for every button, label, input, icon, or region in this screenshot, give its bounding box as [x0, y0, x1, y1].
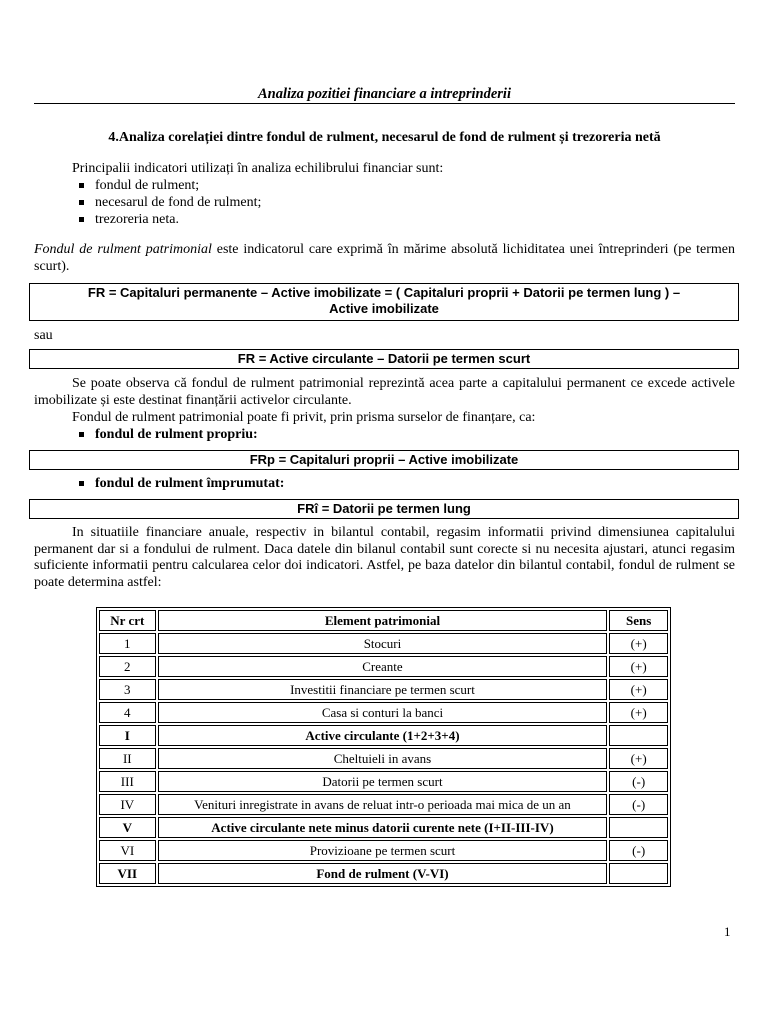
cell-sens: (-): [609, 771, 668, 792]
cell-nr: 1: [99, 633, 156, 654]
cell-element: Investitii financiare pe termen scurt: [158, 679, 608, 700]
bullet-item: fondul de rulment;: [95, 178, 200, 193]
cell-sens: (+): [609, 702, 668, 723]
definition-rest: este indicatorul care exprimă în mărime absolută lichiditatea unei întreprinderi (pe termen scurt).: [34, 242, 736, 274]
cell-nr: I: [99, 725, 156, 746]
table-row: [99, 748, 668, 769]
table-row-total: [99, 863, 668, 884]
table-row: [99, 794, 668, 815]
cell-nr: IV: [99, 794, 156, 815]
observation-paragraph: Se poate observa că fondul de rulment patrimonial reprezintă acea parte a capitalului permanent ce excede activele imobilizate și este destinat finanțării activelor circulante.: [34, 376, 735, 408]
cell-sens: [609, 817, 668, 838]
or-text: sau: [34, 328, 53, 343]
table-row: [99, 633, 668, 654]
table-row: [99, 656, 668, 677]
cell-element: Cheltuieli in avans: [158, 748, 608, 769]
cell-sens: [609, 863, 668, 884]
table-row: [99, 679, 668, 700]
cell-element: Casa si conturi la banci: [158, 702, 608, 723]
bullet-fr-imprumutat: fondul de rulment împrumutat:: [95, 476, 285, 491]
header-nr-crt: Nr crt: [99, 610, 156, 631]
page-number: 1: [724, 924, 731, 939]
bullet-item: trezoreria neta.: [95, 212, 179, 227]
cell-nr: 4: [99, 702, 156, 723]
table-row-subtotal: [99, 725, 668, 746]
definition-paragraph: [34, 242, 735, 275]
cell-nr: II: [99, 748, 156, 769]
cell-element: Creante: [158, 656, 608, 677]
cell-element: Datorii pe termen scurt: [158, 771, 608, 792]
cell-element: Active circulante (1+2+3+4): [158, 725, 608, 746]
cell-nr: V: [99, 817, 156, 838]
cell-element: Venituri inregistrate in avans de reluat intr-o perioada mai mica de un an: [158, 794, 608, 815]
table-row: [99, 771, 668, 792]
table-row: [99, 840, 668, 861]
cell-element: Fond de rulment (V-VI): [158, 863, 608, 884]
formula-box-frp: FRp = Capitaluri proprii – Active imobilizate: [29, 450, 739, 470]
cell-sens: [609, 725, 668, 746]
header-divider: [34, 103, 735, 104]
cell-nr: VI: [99, 840, 156, 861]
formula-box-fr-alt: FR = Active circulante – Datorii pe termen scurt: [29, 349, 739, 369]
formula-box-fr: FR = Capitaluri permanente – Active imobilizate = ( Capitaluri proprii + Datorii pe termen lung ) – Active imobilizate: [29, 283, 739, 321]
cell-element: Provizioane pe termen scurt: [158, 840, 608, 861]
cell-nr: 2: [99, 656, 156, 677]
cell-element: Active circulante nete minus datorii curente nete (I+II-III-IV): [158, 817, 608, 838]
section-title: 4.Analiza corelației dintre fondul de rulment, necesarul de fond de rulment și trezoreria netă: [108, 130, 661, 145]
situatii-paragraph: In situatiile financiare anuale, respectiv in bilantul contabil, regasim informatii privind dimensiunea capitalului permanent dar si a fondului de rulment. Daca datele din bilanul contabil sunt corecte si nu necesita ajustari, atunci regasim suficiente informatii pentru calcularea celor doi indicatori. Astfel, pe baza datelor din bilantul contabil, fondul de rulment se poate determina astfel:: [34, 525, 735, 590]
cell-sens: (+): [609, 633, 668, 654]
observation-intro: Fondul de rulment patrimonial poate fi privit, prin prisma surselor de finanțare, ca:: [72, 410, 536, 425]
page-header-title: Analiza pozitiei financiare a intreprinderii: [258, 86, 511, 102]
cell-sens: (+): [609, 679, 668, 700]
cell-element: Stocuri: [158, 633, 608, 654]
fond-rulment-table: [96, 607, 671, 887]
bullet-item: necesarul de fond de rulment;: [95, 195, 262, 210]
header-sens: Sens: [609, 610, 668, 631]
definition-term: Fondul de rulment patrimonial: [34, 242, 212, 257]
cell-sens: (+): [609, 748, 668, 769]
formula-box-fri: FRî = Datorii pe termen lung: [29, 499, 739, 519]
cell-sens: (-): [609, 794, 668, 815]
table-header-row: [99, 610, 668, 631]
cell-nr: 3: [99, 679, 156, 700]
cell-nr: VII: [99, 863, 156, 884]
cell-sens: (-): [609, 840, 668, 861]
table-row: [99, 702, 668, 723]
table-row-subtotal: [99, 817, 668, 838]
cell-nr: III: [99, 771, 156, 792]
cell-sens: (+): [609, 656, 668, 677]
header-element: Element patrimonial: [158, 610, 608, 631]
intro-text: Principalii indicatori utilizați în analiza echilibrului financiar sunt:: [72, 161, 444, 176]
bullet-fr-propriu: fondul de rulment propriu:: [95, 427, 258, 442]
